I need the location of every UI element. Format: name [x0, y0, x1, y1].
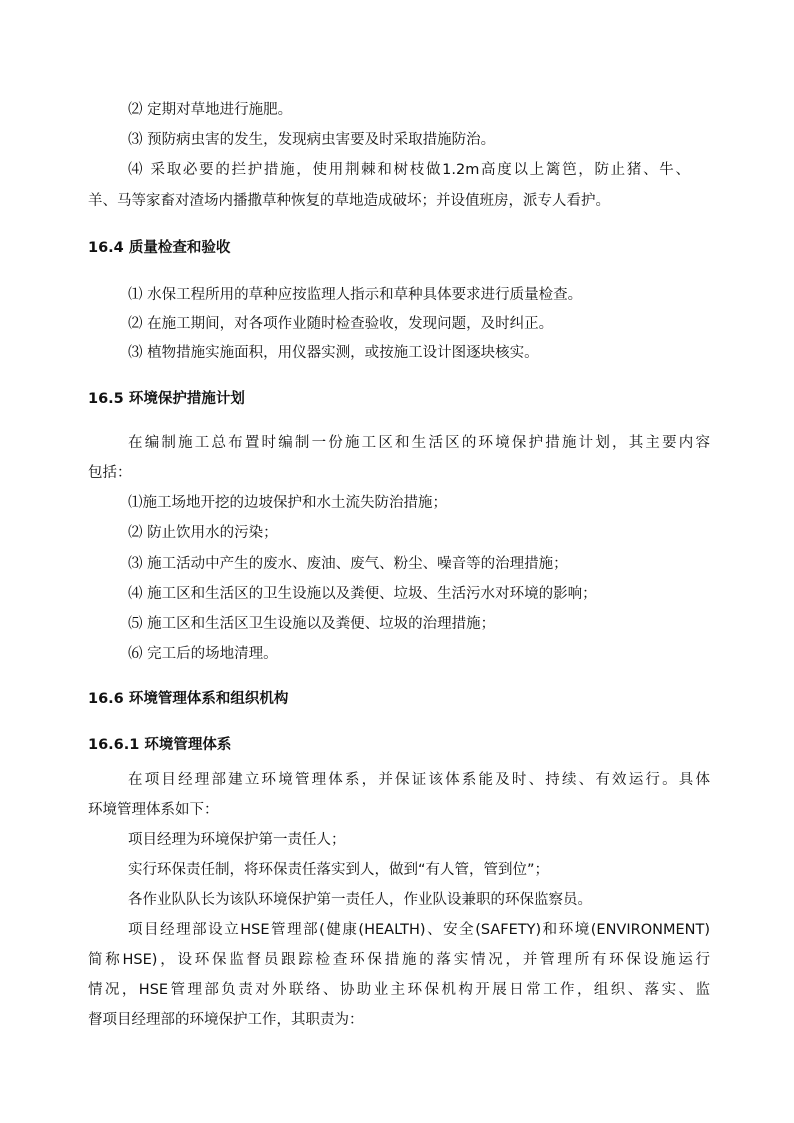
list-item: ⑴ 水保工程所用的草种应按监理人指示和草种具体要求进行质量检查。: [128, 287, 583, 303]
section-heading: 16.5 环境保护措施计划: [88, 391, 245, 407]
list-item: ⑵ 在施工期间，对各项作业随时检查验收，发现问题，及时纠正。: [128, 316, 554, 332]
paragraph-line: 督项目经理部的环境保护工作，其职责为：: [88, 1012, 364, 1028]
paragraph-line: 简称HSE)，设环保监督员跟踪检查环保措施的落实情况，并管理所有环保设施运行: [88, 952, 710, 968]
list-item: ⑷ 采取必要的拦护措施，使用荆棘和树枝做1.2m高度以上篱笆，防止猪、牛、: [128, 162, 690, 178]
paragraph-line: 实行环保责任制，将环保责任落实到人，做到“有人管，管到位”；: [128, 862, 550, 878]
paragraph-line: 在项目经理部建立环境管理体系，并保证该体系能及时、持续、有效运行。具体: [128, 772, 710, 788]
paragraph-line: 包括：: [88, 465, 132, 481]
list-item: ⑶ 预防病虫害的发生，发现病虫害要及时采取措施防治。: [128, 132, 496, 148]
paragraph-line: 各作业队队长为该队环境保护第一责任人，作业队设兼职的环保监察员。: [128, 892, 592, 908]
list-item: ⑵ 定期对草地进行施肥。: [128, 102, 293, 118]
subsection-heading: 16.6.1 环境管理体系: [88, 737, 232, 753]
paragraph-line: 项目经理部设立HSE管理部(健康(HEALTH)、安全(SAFETY)和环境(ENVIRONMENT): [128, 922, 710, 938]
list-item: ⑷ 施工区和生活区的卫生设施以及粪便、垃圾、生活污水对环境的影响；: [128, 586, 597, 602]
paragraph-line: 在编制施工总布置时编制一份施工区和生活区的环境保护措施计划，其主要内容: [128, 435, 710, 451]
list-item: ⑴施工场地开挖的边坡保护和水土流失防治措施；: [128, 495, 447, 511]
paragraph-line: 情况，HSE管理部负责对外联络、协助业主环保机构开展日常工作，组织、落实、监: [88, 982, 710, 998]
list-item: ⑸ 施工区和生活区卫生设施以及粪便、垃圾的治理措施；: [128, 616, 496, 632]
paragraph-line: 环境管理体系如下：: [88, 802, 219, 818]
list-item: ⑵ 防止饮用水的污染；: [128, 525, 278, 541]
section-heading: 16.6 环境管理体系和组织机构: [88, 691, 289, 707]
list-item: ⑹ 完工后的场地清理。: [128, 646, 278, 662]
list-item: ⑶ 植物措施实施面积，用仪器实测，或按施工设计图逐块核实。: [128, 345, 539, 361]
list-item: ⑶ 施工活动中产生的废水、废油、废气、粉尘、噪音等的治理措施；: [128, 556, 568, 572]
list-item-continuation: 羊、马等家畜对渣场内播撒草种恢复的草地造成破坏；并设值班房，派专人看护。: [88, 193, 610, 209]
section-heading: 16.4 质量检查和验收: [88, 240, 231, 256]
paragraph-line: 项目经理为环境保护第一责任人；: [128, 832, 346, 848]
